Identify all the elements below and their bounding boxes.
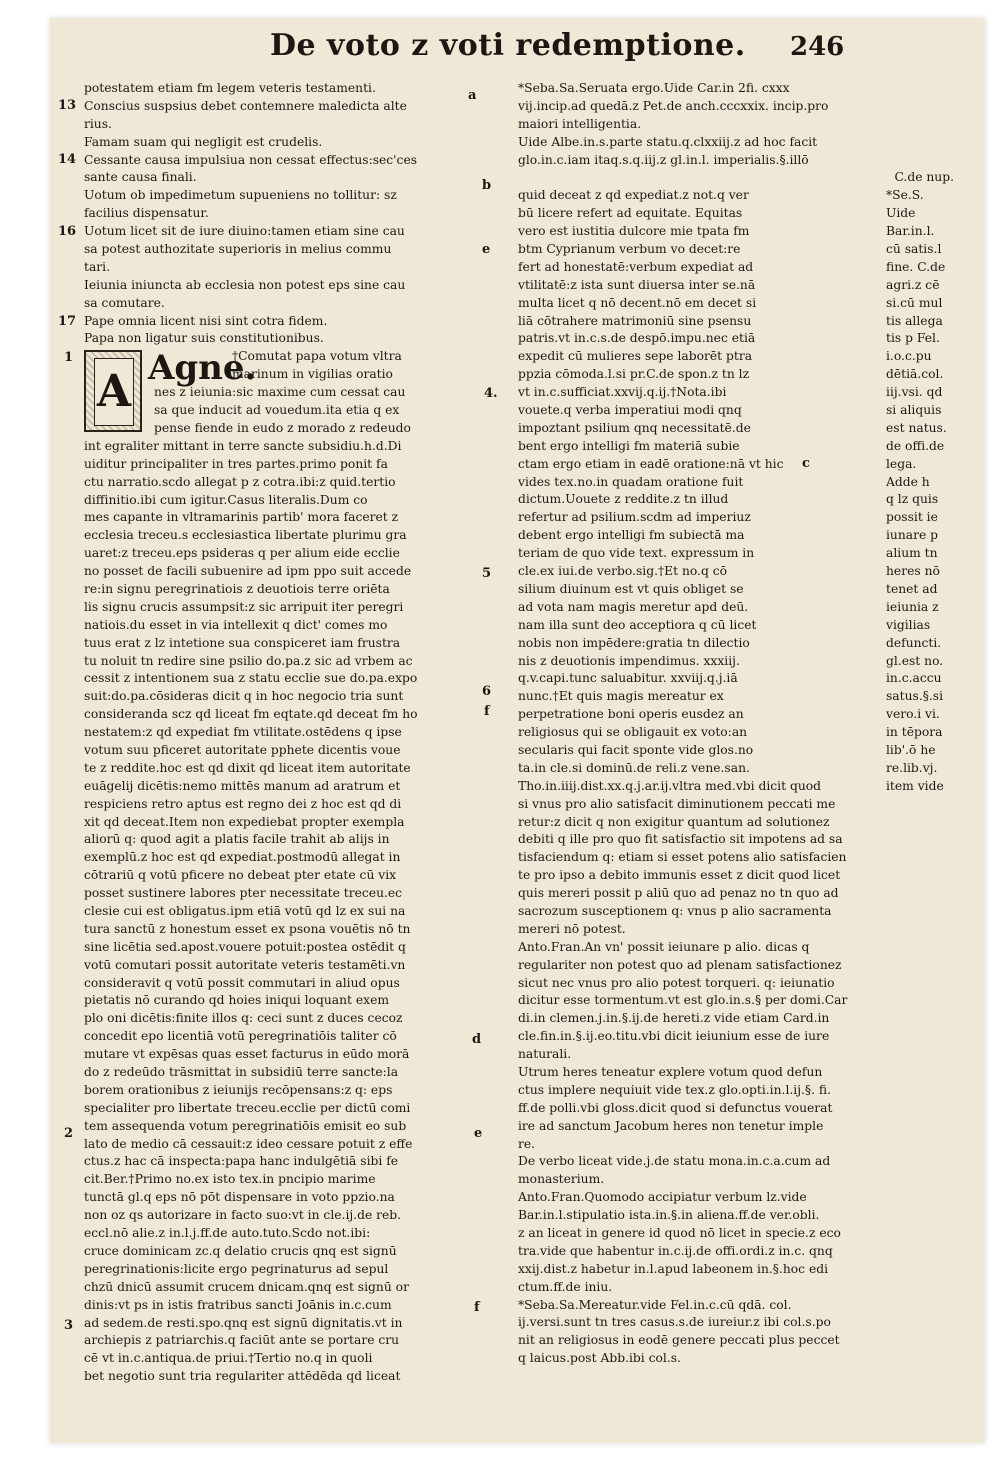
running-title: De voto z voti redemptione. (270, 28, 746, 63)
margin-letter-f-2: f (474, 1300, 480, 1315)
gloss-line: btm Cyprianum verbum vo decet:re (518, 242, 741, 257)
summary-line: sa potest authozitate superioris in melius commu (84, 242, 392, 257)
body-text-line: mes capante in vltramarinis partib' mora faceret z (84, 510, 399, 525)
sidenote-line: iunare p (886, 528, 939, 543)
body-text-line: aliorū q: quod agit a platis facile trahit ab alijs in (84, 832, 390, 847)
gloss-line: Utrum heres teneatur explere votum quod defun (518, 1064, 823, 1079)
body-text-line: euāgelij dicētis:nemo mittēs manum ad aratrum et (84, 778, 401, 793)
sidenote-line: in tēpora (886, 725, 943, 740)
summary-line: Papa non ligatur suis constitutionibus. (84, 331, 324, 346)
body-text-line: posset sustinere labores pter necessitate treceu.ec (84, 886, 403, 901)
sidenote-line: tenet ad (886, 581, 938, 596)
body-text-line: cit.Ber.†Primo no.ex isto tex.in pncipio marime (84, 1172, 376, 1187)
body-text-line: tu noluit tn redire sine psilio do.pa.z sic ad vrbem ac (84, 653, 413, 668)
gloss-line: cle.ex iui.de verbo.sig.†Et no.q cō (518, 564, 728, 579)
margin-number-16: 16 (58, 224, 77, 239)
sidenote-line: dētiā.col. (886, 367, 944, 382)
margin-letter-b: b (482, 178, 492, 193)
margin-number-5: 5 (482, 566, 492, 581)
sidenote-line: in.c.accu (886, 671, 942, 686)
body-text-line: respiciens retro aptus est regno dei z hoc est qd di (84, 796, 402, 811)
body-text-line: mutare vt expēsas quas esset facturus in eūdo morā (84, 1047, 410, 1062)
body-text-line: lis signu crucis assumpsit:z sic arripuit iter peregri (84, 599, 404, 614)
summary-line: Ieiunia iniuncta ab ecclesia non potest eps sine cau (84, 277, 406, 292)
sidenote-line: vero.i vi. (886, 707, 940, 722)
body-text-line: dinis:vt ps in istis fratribus sancti Joānis in.c.cum (84, 1297, 392, 1312)
gloss-line: q.v.capi.tunc saluabitur. xxviij.q.j.iā (518, 671, 738, 686)
gloss-line: tisfaciendum q: etiam si esset potens alio satisfacien (518, 850, 847, 865)
gloss-line: retur:z dicit q non exigitur quantum ad solutionez (518, 814, 830, 829)
gloss-line: silium diuinum est vt quis obliget se (518, 581, 744, 596)
body-text-line: cōtrariū q votū pficere no debeat pter etate cū vix (84, 868, 397, 883)
gloss-line: vouete.q verba imperatiui modi qnq (518, 403, 742, 418)
initial-text (154, 348, 502, 437)
margin-number-13: 13 (58, 98, 77, 113)
gloss-line: dictum.Uouete z reddite.z tn illud (518, 492, 729, 507)
gloss-line: impoztant psilium qnq necessitatē.de (518, 420, 751, 435)
sidenote-line: si.cū mul (886, 295, 943, 310)
body-text-line: ad sedem.de resti.spo.qnq est signū dignitatis.vt in (84, 1315, 403, 1330)
body-text-line: tura sanctū z honestum esset ex psona vouētis nō tn (84, 921, 411, 936)
body-text-line: ctu narratio.scdo allegat p z cotra.ibi:z quid.tertio (84, 474, 396, 489)
sidenote-line: Bar.in.l. (886, 224, 935, 239)
sidenote-line: alium tn (886, 546, 938, 561)
sidenote-line: possit ie (886, 510, 938, 525)
body-text-line: clesie cui est obligatus.ipm etiā votū qd lz ex sui na (84, 904, 406, 919)
summary-line: Conscius suspsius debet contemnere maledicta alte (84, 98, 407, 113)
summary-line: Uotum licet sit de iure diuino:tamen etiam sine cau (84, 224, 405, 239)
gloss-line: nobis non impēdere:gratia tn dilectio (518, 635, 750, 650)
body-text-line: peregrinationis:licite ergo pegrinaturus ad sepul (84, 1261, 389, 1276)
summary-line: rius. (84, 116, 112, 131)
body-text-line: consideravit q votū possit commutari in aliud opus (84, 975, 400, 990)
summary-line: Famam suam qui negligit est crudelis. (84, 134, 323, 149)
note-line: *Seba.Sa.Seruata ergo.Uide Car.in 2fi. cxxx (518, 81, 790, 95)
body-text-line: sine licētia sed.apost.vouere potuit:postea ostēdit q (84, 939, 406, 954)
body-text-line: bet negotio sunt tria regulariter attēdēda qd liceat (84, 1369, 401, 1384)
sidenote-line: heres nō (886, 564, 940, 579)
gloss-line: patris.vt in.c.s.de despō.impu.nec etiā (518, 331, 756, 346)
summary-line: potestatem etiam fm legem veteris testamenti. (84, 81, 376, 95)
sidenote-line: q lz quis (886, 492, 939, 507)
gloss-line: multa licet q nō decent.nō em decet si (518, 295, 757, 310)
gloss-line: sicut nec vnus pro alio potest torqueri. q: ieiunatio (518, 975, 835, 990)
right-sidenotes (886, 187, 962, 795)
right-column (518, 80, 958, 1368)
page-header (50, 18, 985, 80)
margin-number-4: 4. (484, 386, 498, 401)
gloss-line: perpetratione boni operis eusdez an (518, 707, 744, 722)
body-text-line: nestatem:z qd expediat fm vtilitate.ostēdens q ipse (84, 725, 402, 740)
gloss-line: vt in.c.sufficiat.xxvij.q.ij.†Nota.ibi (518, 385, 727, 400)
left-column (84, 80, 502, 1386)
gloss-line: *Seba.Sa.Mereatur.vide Fel.in.c.cū qdā. col. (518, 1297, 792, 1312)
gloss-line: di.in clemen.j.in.§.ij.de hereti.z vide etiam Card.in (518, 1011, 830, 1026)
body-text-line: diffinitio.ibi cum igitur.Casus literalis.Dum co (84, 492, 368, 507)
initial-text-line: †Comutat papa votum vltra (232, 349, 402, 364)
summary-line: facilius dispensatur. (84, 206, 209, 221)
margin-letter-f: f (484, 704, 490, 719)
body-text-line: cessit z intentionem sua z statu ecclie sue do.pa.expo (84, 671, 418, 686)
sidenote-line: item vide (886, 778, 944, 793)
sidenote-line: fine. C.de (886, 259, 946, 274)
decorated-initial-block (84, 348, 502, 438)
margin-letter-c: c (802, 456, 810, 471)
body-text-line: uaret:z treceu.eps psideras q per alium eide ecclie (84, 546, 400, 561)
gloss-line: tra.vide que habentur in.c.ij.de offi.ordi.z in.c. qnq (518, 1243, 833, 1258)
note-line: Uide Albe.in.s.parte statu.q.clxxiij.z ad hoc facit (518, 134, 818, 149)
gloss-line: secularis qui facit sponte vide glos.no (518, 742, 754, 757)
gloss-line: ij.versi.sunt tn tres casus.s.de iureiur.z ibi col.s.po (518, 1315, 831, 1330)
gloss-line: si vnus pro alio satisfacit diminutionem peccati me (518, 796, 836, 811)
gloss-line: z an liceat in genere id quod nō licet in specie.z eco (518, 1226, 841, 1240)
sidenote-line: *Se.S. (886, 188, 924, 203)
body-text-line: lato de medio cā cessauit:z ideo cessare potuit z effe (84, 1136, 413, 1151)
gloss-line: sacrozum susceptionem q: vnus p alio sacramenta (518, 903, 832, 918)
sidenote-line: defuncti. (886, 635, 942, 650)
gloss-line: re. (518, 1136, 536, 1151)
sidenote-line: satus.§.si (886, 689, 944, 704)
gloss-line: fert ad honestatē:verbum expediat ad (518, 259, 754, 274)
sidenote-line: Uide (886, 206, 916, 221)
gloss-line: ctum.ff.de iniu. (518, 1279, 613, 1294)
gloss-line: Anto.Fran.An vn' possit ieiunare p alio. dicas q (518, 939, 810, 954)
gloss-line: ad vota nam magis meretur apd deū. (518, 599, 749, 614)
body-text-line: non oz qs autorizare in facto suo:vt in cle.ij.de reb. (84, 1208, 402, 1223)
sidenote-line: agri.z cē (886, 277, 940, 292)
gloss-line: nam illa sunt deo acceptiora q cū licet (518, 617, 757, 632)
sidenote-line: i.o.c.pu (886, 349, 932, 364)
gloss-line: xxij.dist.z habetur in.l.apud labeonem in.§.hoc edi (518, 1261, 829, 1276)
body-text-line: concedit epo licentiā votū peregrinatiōis taliter cō (84, 1029, 397, 1044)
gloss-line: vides tex.no.in quadam oratione fuit (518, 474, 744, 489)
margin-number-2: 2 (64, 1126, 74, 1141)
body-text-line: tunctā gl.q eps nō pōt dispensare in voto ppzio.na (84, 1190, 395, 1205)
initial-text-line: sa que inducit ad vouedum.ita etia q ex (154, 403, 400, 418)
gloss-line: te pro ipso a debito immunis esset z dicit quod licet (518, 868, 841, 883)
initial-text-line: marinum in vigilias oratio (232, 367, 393, 382)
gloss-line: naturali. (518, 1047, 572, 1062)
body-text-line: suit:do.pa.cōsideras dicit q in hoc negocio tria sunt (84, 689, 404, 704)
body-text-line: archiepis z patriarchis.q faciūt ante se portare cru (84, 1333, 400, 1348)
margin-number-6: 6 (482, 684, 492, 699)
body-text-line: no posset de facili subuenire ad ipm ppo suit accede (84, 564, 412, 579)
gloss-line: nis z deuotionis impendimus. xxxiij. (518, 653, 740, 668)
gloss-line: religiosus qui se obligauit ex voto:an (518, 725, 748, 740)
sidenote-line: si aliquis (886, 403, 942, 418)
note-line: maiori intelligentia. (518, 116, 642, 131)
sidenote-line: lega. (886, 456, 917, 471)
body-text-line: ecclesia treceu.s ecclesiastica libertate plurimu gra (84, 528, 407, 543)
decorated-initial (84, 350, 142, 432)
summary-list (84, 80, 502, 348)
gloss-line: expedit cū mulieres sepe laborēt ptra (518, 349, 753, 364)
margin-letter-e-2: e (474, 1126, 483, 1141)
margin-letter-e: e (482, 242, 491, 257)
body-text-line: plo oni dicētis:finite illos q: ceci sunt z duces cecoz (84, 1011, 403, 1026)
body-text-line: cruce dominicam zc.q delatio crucis qnq est signū (84, 1243, 397, 1258)
sidenote-line: lib'.ō he (886, 742, 936, 757)
gloss-line: bent ergo intelligi fm materiā subie (518, 438, 740, 453)
initial-lemma: Agne. (148, 348, 257, 389)
sidenote-line: re.lib.vj. (886, 760, 938, 775)
right-top-notes (518, 80, 958, 169)
body-text-line: uiditur principaliter in tres partes.primo ponit fa (84, 456, 388, 471)
gloss-line: bū licere refert ad equitate. Equitas (518, 206, 743, 221)
summary-line: sa comutare. (84, 295, 165, 310)
gloss-line: ta.in cle.si dominū.de reli.z vene.san. (518, 760, 750, 775)
body-text-line: xit qd deceat.Item non expediebat propter exempla (84, 814, 405, 829)
sidenote-line: cū satis.l (886, 242, 942, 257)
sidenote-line: iij.vsi. qd (886, 385, 943, 400)
book-page (50, 18, 985, 1443)
margin-letter-d: d (472, 1032, 482, 1047)
summary-line: Cessante causa impulsiua non cessat effectus:sec'ces (84, 152, 418, 167)
gloss-line: De verbo liceat vide.j.de statu mona.in.c.a.cum ad (518, 1154, 831, 1169)
gloss-line: monasterium. (518, 1172, 605, 1187)
body-text-line: cē vt in.c.antiqua.de priui.†Tertio no.q in quoli (84, 1351, 373, 1366)
initial-text-line: pense fiende in eudo z morado z redeudo (154, 420, 411, 435)
sidenote-line: vigilias (886, 617, 931, 632)
body-text-line: int egraliter mittant in terre sancte subsidiu.h.d.Di (84, 438, 402, 453)
right-top-tail: C.de nup. (894, 170, 954, 185)
summary-line: tari. (84, 259, 110, 274)
body-text-line: eccl.nō alie.z in.l.j.ff.de auto.tuto.Scdo not.ibi: (84, 1226, 371, 1241)
gloss-line: mereri nō potest. (518, 921, 626, 936)
margin-number-17: 17 (58, 314, 77, 329)
body-text-line: ctus.z hac cā inspecta:papa hanc indulgētiā sibi fe (84, 1154, 399, 1169)
body-text-line: chzū dnicū assumit crucem dnicam.qnq est signū or (84, 1279, 409, 1294)
sidenote-line: est natus. (886, 420, 947, 435)
gloss-line: dicitur esse tormentum.vt est glo.in.s.§ per domi.Car (518, 993, 848, 1008)
gloss-line: Tho.in.iiij.dist.xx.q.j.ar.ij.vltra med.vbi dicit quod (518, 778, 822, 793)
margin-letter-a: a (468, 88, 477, 103)
gloss-line: ire ad sanctum Jacobum heres non tenetur imple (518, 1118, 824, 1133)
right-bottom-text (518, 778, 958, 1368)
body-text-line: specialiter pro libertate treceu.ecclie per dictū comi (84, 1100, 411, 1115)
gloss-line: regulariter non potest quo ad plenam satisfactionez (518, 957, 842, 972)
gloss-line: teriam de quo vide text. expressum in (518, 546, 755, 561)
body-text-line: te z reddite.hoc est qd dixit qd liceat item autoritate (84, 760, 411, 775)
body-text-line: re:in signu peregrinatiois z deuotiois terre oriēta (84, 581, 390, 596)
gloss-line: vero est iustitia dulcore mie tpata fm (518, 224, 750, 239)
sidenote-line: tis p Fel. (886, 331, 940, 346)
gloss-line: debiti q ille pro quo fit satisfactio sit impotens ad sa (518, 832, 843, 847)
note-line: vij.incip.ad quedā.z Pet.de anch.cccxxix. incip.pro (518, 98, 829, 113)
folio-number: 246 (790, 32, 845, 62)
gloss-line: q laicus.post Abb.ibi col.s. (518, 1351, 681, 1366)
initial-letter: A (94, 358, 134, 426)
body-text-line: exemplū.z hoc est qd expediat.postmodū allegat in (84, 850, 401, 865)
gloss-line: ctus implere nequiuit vide tex.z glo.opti.in.l.ij.§. fi. (518, 1082, 832, 1097)
sidenote-line: Adde h (886, 474, 930, 489)
margin-number-1: 1 (64, 350, 74, 365)
summary-line: Pape omnia licent nisi sint cotra fidem. (84, 313, 328, 328)
body-text-line: pietatis nō curando qd hoies iniqui loquant exem (84, 993, 390, 1008)
gloss-line: cle.fin.in.§.ij.eo.titu.vbi dicit ieiunium esse de iure (518, 1029, 830, 1044)
sidenote-line: gl.est no. (886, 653, 944, 668)
margin-number-3: 3 (64, 1318, 74, 1333)
margin-number-14: 14 (58, 152, 77, 167)
gloss-line: quid deceat z qd expediat.z not.q ver (518, 188, 749, 203)
initial-text-line: nes z ieiunia:sic maxime cum cessat cau (154, 385, 406, 400)
right-narrow-text (518, 187, 870, 777)
gloss-line: quis mereri possit p aliū quo ad penaz no tn quo ad (518, 886, 839, 901)
note-line: glo.in.c.iam itaq.s.q.iij.z gl.in.l. imperialis.§.illō (518, 152, 809, 167)
gloss-line: Anto.Fran.Quomodo accipiatur verbum lz.vide (518, 1190, 807, 1205)
body-text-line: natiois.du esset in via intellexit q dict' comes mo (84, 617, 388, 632)
sidenote-line: tis allega (886, 313, 943, 328)
gloss-line: ff.de polli.vbi gloss.dicit quod si defunctus vouerat (518, 1100, 833, 1115)
gloss-line: Bar.in.l.stipulatio ista.in.§.in aliena.ff.de ver.obli. (518, 1208, 820, 1223)
summary-line: Uotum ob impedimetum supueniens no tollitur: sz (84, 188, 397, 203)
sidenote-line: ieiunia z (886, 599, 939, 614)
gloss-line: liā cōtrahere matrimoniū sine psensu (518, 313, 752, 328)
body-text-line: votum suu pficeret autoritate pphete dicentis voue (84, 743, 401, 757)
gloss-line: debent ergo intelligi fm subiectā ma (518, 528, 745, 543)
gloss-line: ppzia cōmoda.l.si pr.C.de spon.z tn lz (518, 367, 750, 382)
body-text-line: borem orationibus z ieiunijs recōpensans:z q: eps (84, 1082, 393, 1097)
gloss-line: refertur ad psilium.scdm ad imperiuz (518, 510, 751, 525)
left-body-text (84, 438, 502, 1386)
gloss-line: nit an religiosus in eodē genere peccati plus peccet (518, 1333, 840, 1348)
body-text-line: do z redeūdo trāsmittat in subsidiū terre sancte:la (84, 1065, 399, 1080)
body-text-line: tuus erat z lz intetione sua conspiceret iam frustra (84, 635, 401, 650)
summary-line: sante causa finali. (84, 170, 197, 185)
body-text-line: tem assequenda votum peregrinatiōis emisit eo sub (84, 1118, 407, 1133)
gloss-line: nunc.†Et quis magis mereatur ex (518, 689, 724, 704)
sidenote-line: de offi.de (886, 438, 945, 453)
body-text-line: consideranda scz qd liceat fm eqtate.qd deceat fm ho (84, 707, 418, 722)
body-text-line: votū comutari possit autoritate veteris testamēti.vn (84, 957, 406, 972)
gloss-line: ctam ergo etiam in eadē oratione:nā vt hic (518, 456, 784, 471)
gloss-line: vtilitatē:z ista sunt diuersa inter se.nā (518, 277, 756, 292)
